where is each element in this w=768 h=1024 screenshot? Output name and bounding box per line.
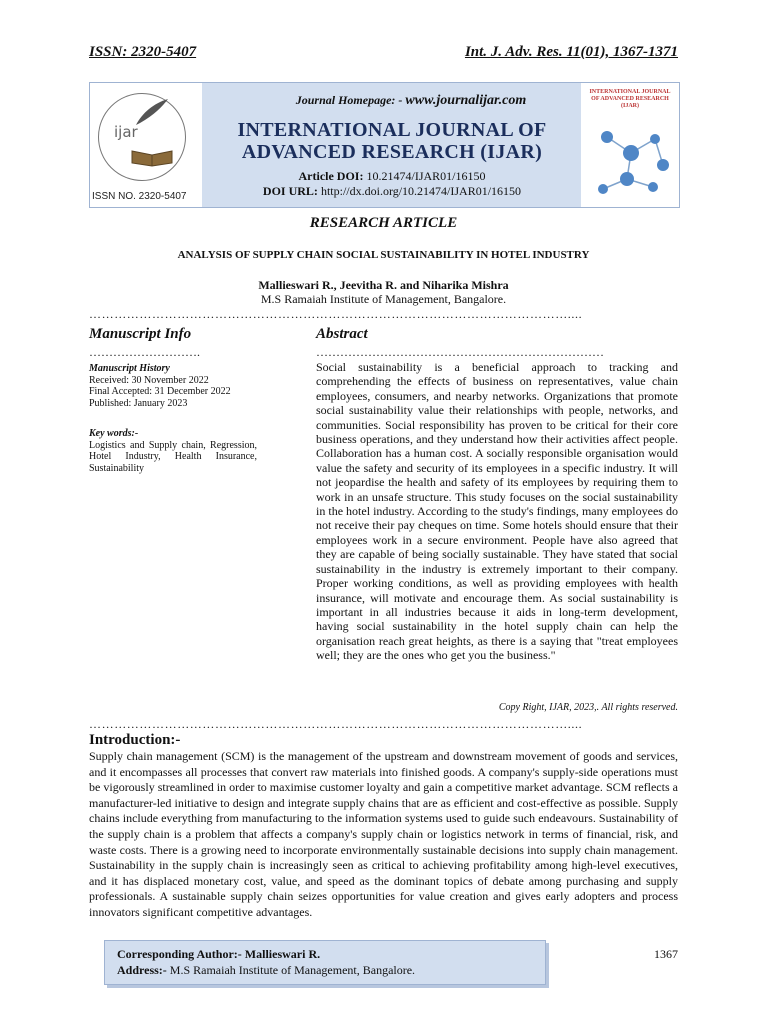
article-doi — [205, 169, 579, 184]
abstract-dots: ……………………………………………………………… — [316, 345, 604, 359]
journal-cover — [581, 83, 679, 207]
quill-icon — [132, 97, 172, 127]
address-text: M.S Ramaiah Institute of Management, Bangalore. — [169, 963, 416, 977]
corresponding-author — [117, 947, 320, 962]
corr-name: Mallieswari R. — [244, 947, 321, 961]
accepted-date: Final Accepted: 31 December 2022 — [89, 386, 231, 397]
article-title: ANALYSIS OF SUPPLY CHAIN SOCIAL SUSTAINABILITY IN HOTEL INDUSTRY — [177, 249, 590, 261]
abstract-text: Social sustainability is a beneficial approach to tracking and comprehending the effects of business on representatives, value chain employees, consumers, and nearby networks. Organizations that promote social sustainability value their relationships with people, networks, and communities. Social responsibility has proven to be critical for their core business operations, and they understand how their activities affect people. Collaboration has a human cost. A socially responsible organisation would value the safety and security of its employees in a specific industry. It will not jeopardise the health and safety of its employees by requiring them to work in an unsafe structure. This study focuses on the social sustainability in the hotel industry. According to the study's findings, many employees do not receive their pay cheques on time. Some hotels should ensure that their employees work in a secure environment. People have also agreed that they are capable of being socially sustainable. They have stated that social sustainability in the industry is extremely important to their company. Proper working conditions, as well as providing employees with health insurance, will motivate and encourage them. As social sustainability is important in all industries because it aids in long-term development, having social sustainability in the hotel supply chain can help the organisation reach great heights, as there is a saying that "treat employees well; they are the ones who get you the business." — [316, 360, 678, 663]
article-doi-value: 10.21474/IJAR01/16150 — [366, 169, 486, 183]
history-label: Manuscript History — [89, 363, 170, 374]
article-doi-label: Article DOI: — [298, 169, 364, 183]
keywords — [89, 428, 257, 474]
address-label: Address:- — [117, 963, 167, 977]
homepage-link[interactable]: www.journalijar.com — [405, 93, 527, 108]
journal-title-line1: INTERNATIONAL JOURNAL OF — [237, 119, 547, 141]
logo-text: ijar — [114, 123, 138, 141]
authors: Mallieswari R., Jeevitha R. and Niharika Mishra — [258, 278, 509, 292]
book-icon — [130, 145, 174, 167]
corresponding-author-box — [104, 940, 546, 985]
doi-url-link[interactable]: http://dx.doi.org/10.21474/IJAR01/16150 — [320, 184, 522, 198]
page-number: 1367 — [654, 947, 678, 961]
header-issn: ISSN: 2320-5407 — [89, 44, 197, 60]
corr-label: Corresponding Author:- — [117, 947, 242, 961]
article-type: RESEARCH ARTICLE — [309, 215, 458, 231]
manuscript-info-heading: Manuscript Info — [89, 326, 192, 342]
doi-url-label: DOI URL: — [262, 184, 318, 198]
affiliation: M.S Ramaiah Institute of Management, Bangalore. — [260, 292, 507, 306]
logo-issn: ISSN NO. 2320-5407 — [92, 191, 187, 202]
journal-homepage — [261, 93, 561, 109]
copyright: Copy Right, IJAR, 2023,. All rights reserved. — [498, 702, 678, 713]
separator-bottom: …………………………………………………………………………………………………….... — [89, 717, 583, 731]
doi-url — [205, 184, 579, 199]
homepage-label: Journal Homepage: - — [295, 93, 403, 107]
molecule-icon — [587, 117, 673, 201]
keywords-label: Key words:- — [89, 428, 139, 439]
journal-title-line2: ADVANCED RESEARCH (IJAR) — [241, 141, 543, 163]
journal-title — [205, 119, 579, 163]
introduction-heading: Introduction:- — [89, 732, 181, 748]
separator-top: …………………………………………………………………………………………………….... — [89, 307, 583, 321]
published-date: Published: January 2023 — [89, 397, 188, 409]
abstract-heading: Abstract — [316, 326, 368, 342]
journal-banner — [89, 82, 680, 208]
corr-address — [117, 963, 415, 978]
header-citation: Int. J. Adv. Res. 11(01), 1367-1371 — [464, 44, 678, 60]
received-date: Received: 30 November 2022 — [89, 374, 209, 386]
keywords-text: Logistics and Supply chain, Regression, Hotel Industry, Health Insurance, Sustainability — [89, 439, 257, 474]
cover-title: INTERNATIONAL JOURNAL OF ADVANCED RESEARCH (IJAR) — [589, 89, 671, 109]
manuscript-dots: ………………………. — [89, 345, 200, 359]
ijar-logo — [90, 83, 202, 207]
introduction-text: Supply chain management (SCM) is the management of the upstream and downstream movement of goods and services, and it encompasses all processes that convert raw materials into finished goods. A company's supply-side operations must be vigorously streamlined in order to maximise customer loyalty and gain a competitive market advantage. SCM reflects a manufacturer-led initiative to design and integrate supply chains that are as efficient and cost-effective as possible. Supply chains include everything from manufacturing to the information systems used to guide such endeavours. Sustainability of the supply chain is a problem that affects a company's supply chain or logistics network in terms of financial, risk, and waste costs. There is a growing need to incorporate environmentally sustainable decisions into supply chain management. Sustainability in the supply chain is increasingly seen as critical to achieving profitability among high-level executives, and it has displaced monetary cost, value, and speed as the dominant topics of debate among purchasing and supply professionals. A sustainable supply chain seizes opportunities for value creation and gives early adopters and process innovators significant competitive advantages. — [89, 749, 678, 919]
manuscript-history — [89, 363, 257, 409]
